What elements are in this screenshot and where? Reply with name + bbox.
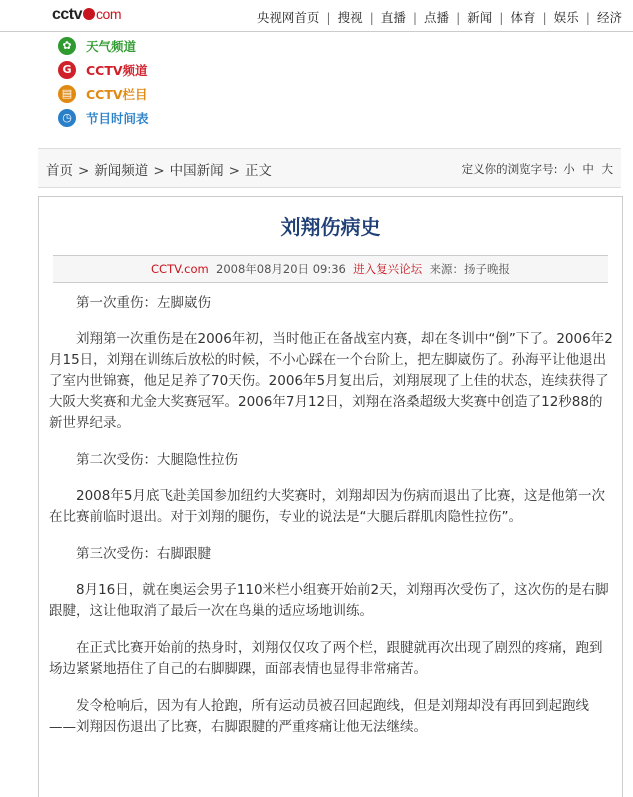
font-size-control — [462, 161, 615, 177]
weather-icon: ✿ — [58, 37, 76, 55]
channel-label: CCTV频道 — [86, 63, 148, 78]
nav-item[interactable]: 央视网首页 — [256, 10, 320, 25]
article-paragraph: 在正式比赛开始前的热身时，刘翔仅仅攻了两个栏，跟腱就再次出现了剧烈的疼痛，跑到场边紧紧地捂住了自己的右脚脚踝，面部表情也显得非常痛苦。 — [49, 640, 603, 677]
publish-datetime: 2008年08月20日 09:36 — [216, 262, 346, 276]
breadcrumb-item: 正文 — [244, 163, 272, 179]
section-heading: 第一次重伤：左脚崴伤 — [76, 295, 211, 311]
article-paragraph: 2008年5月底飞赴美国参加纽约大奖赛时，刘翔却因为伤病而退出了比赛，这是他第一次在比赛前临时退出。对于刘翔的腿伤，专业的说法是“大腿后群肌肉隐性拉伤”。 — [49, 488, 605, 525]
cctv-logo[interactable] — [52, 6, 121, 28]
nav-separator: | — [542, 10, 547, 25]
section-heading: 第三次受伤：右脚跟腱 — [76, 546, 211, 562]
font-size-label: 定义你的浏览字号: — [461, 162, 558, 176]
nav-item[interactable]: 直播 — [380, 10, 406, 25]
nav-separator: | — [369, 10, 374, 25]
top-bar — [0, 0, 633, 32]
logo-text: cctv — [52, 6, 83, 23]
schedule-icon: ◷ — [58, 109, 76, 127]
nav-item[interactable]: 娱乐 — [553, 10, 579, 25]
breadcrumb-item[interactable]: 首页 — [46, 163, 73, 179]
nav-item[interactable]: 新闻 — [467, 10, 493, 25]
top-nav — [250, 8, 629, 26]
article-paragraph: 8月16日，就在奥运会男子110米栏小组赛开始前2天，刘翔再次受伤了，这次伤的是右脚跟腱，这让他取消了最后一次在鸟巢的适应场地训练。 — [49, 582, 609, 619]
cctv-column-icon: ▤ — [58, 85, 76, 103]
logo-eye-icon — [83, 8, 95, 20]
nav-separator: | — [499, 10, 504, 25]
breadcrumb-bar — [38, 148, 621, 188]
nav-separator: | — [456, 10, 461, 25]
source-site[interactable]: CCTV.com — [151, 262, 209, 276]
article-paragraph: 发令枪响后，因为有人抢跑，所有运动员被召回起跑线，但是刘翔却没有再回到起跑线——刘翔因伤退出了比赛，右脚跟腱的严重疼痛让他无法继续。 — [49, 698, 589, 735]
channel-label: 天气频道 — [86, 39, 137, 54]
logo-suffix: com — [96, 6, 121, 22]
channel-label: 节目时间表 — [86, 111, 149, 126]
breadcrumb-item[interactable]: 新闻频道 — [94, 163, 149, 179]
article-body — [49, 293, 615, 754]
nav-item[interactable]: 经济 — [596, 10, 622, 25]
breadcrumb-separator: > — [78, 163, 90, 179]
article-title: 刘翔伤病史 — [280, 215, 381, 239]
article-paragraph: 刘翔第一次重伤是在2006年初，当时他正在备战室内赛，却在冬训中“倒”下了。2006年2月15日，刘翔在训练后放松的时候，不小心踩在一个台阶上，把左脚崴伤了。孙海平让他退出了室内世锦赛，他足足养了70天伤。2006年5月复出后，刘翔展现了上佳的状态，连续获得了大阪大奖赛和尤金大奖赛冠军。2006年7月12日，刘翔在洛桑超级大奖赛中创造了12秒88的新世界纪录。 — [49, 331, 613, 431]
nav-separator: | — [412, 10, 418, 25]
nav-item[interactable]: 体育 — [510, 10, 536, 25]
font-size-small[interactable]: 小 — [563, 162, 575, 176]
nav-item[interactable]: 点播 — [424, 10, 450, 25]
article-source: 来源：扬子晚报 — [429, 262, 510, 276]
font-size-medium[interactable]: 中 — [582, 162, 594, 176]
breadcrumb-item[interactable]: 中国新闻 — [169, 163, 224, 179]
nav-separator: | — [326, 10, 331, 25]
breadcrumb-separator: > — [228, 163, 240, 179]
font-size-large[interactable]: 大 — [601, 162, 613, 176]
channel-label: CCTV栏目 — [86, 87, 148, 102]
section-heading: 第二次受伤：大腿隐性拉伤 — [76, 452, 238, 468]
nav-separator: | — [585, 10, 590, 25]
article-meta — [53, 255, 608, 283]
nav-item[interactable]: 搜视 — [337, 10, 363, 25]
article — [38, 196, 623, 797]
forum-link[interactable]: 进入复兴论坛 — [353, 262, 423, 276]
cctv-channel-icon: G — [58, 61, 76, 79]
breadcrumb — [46, 159, 272, 179]
breadcrumb-separator: > — [153, 163, 165, 179]
